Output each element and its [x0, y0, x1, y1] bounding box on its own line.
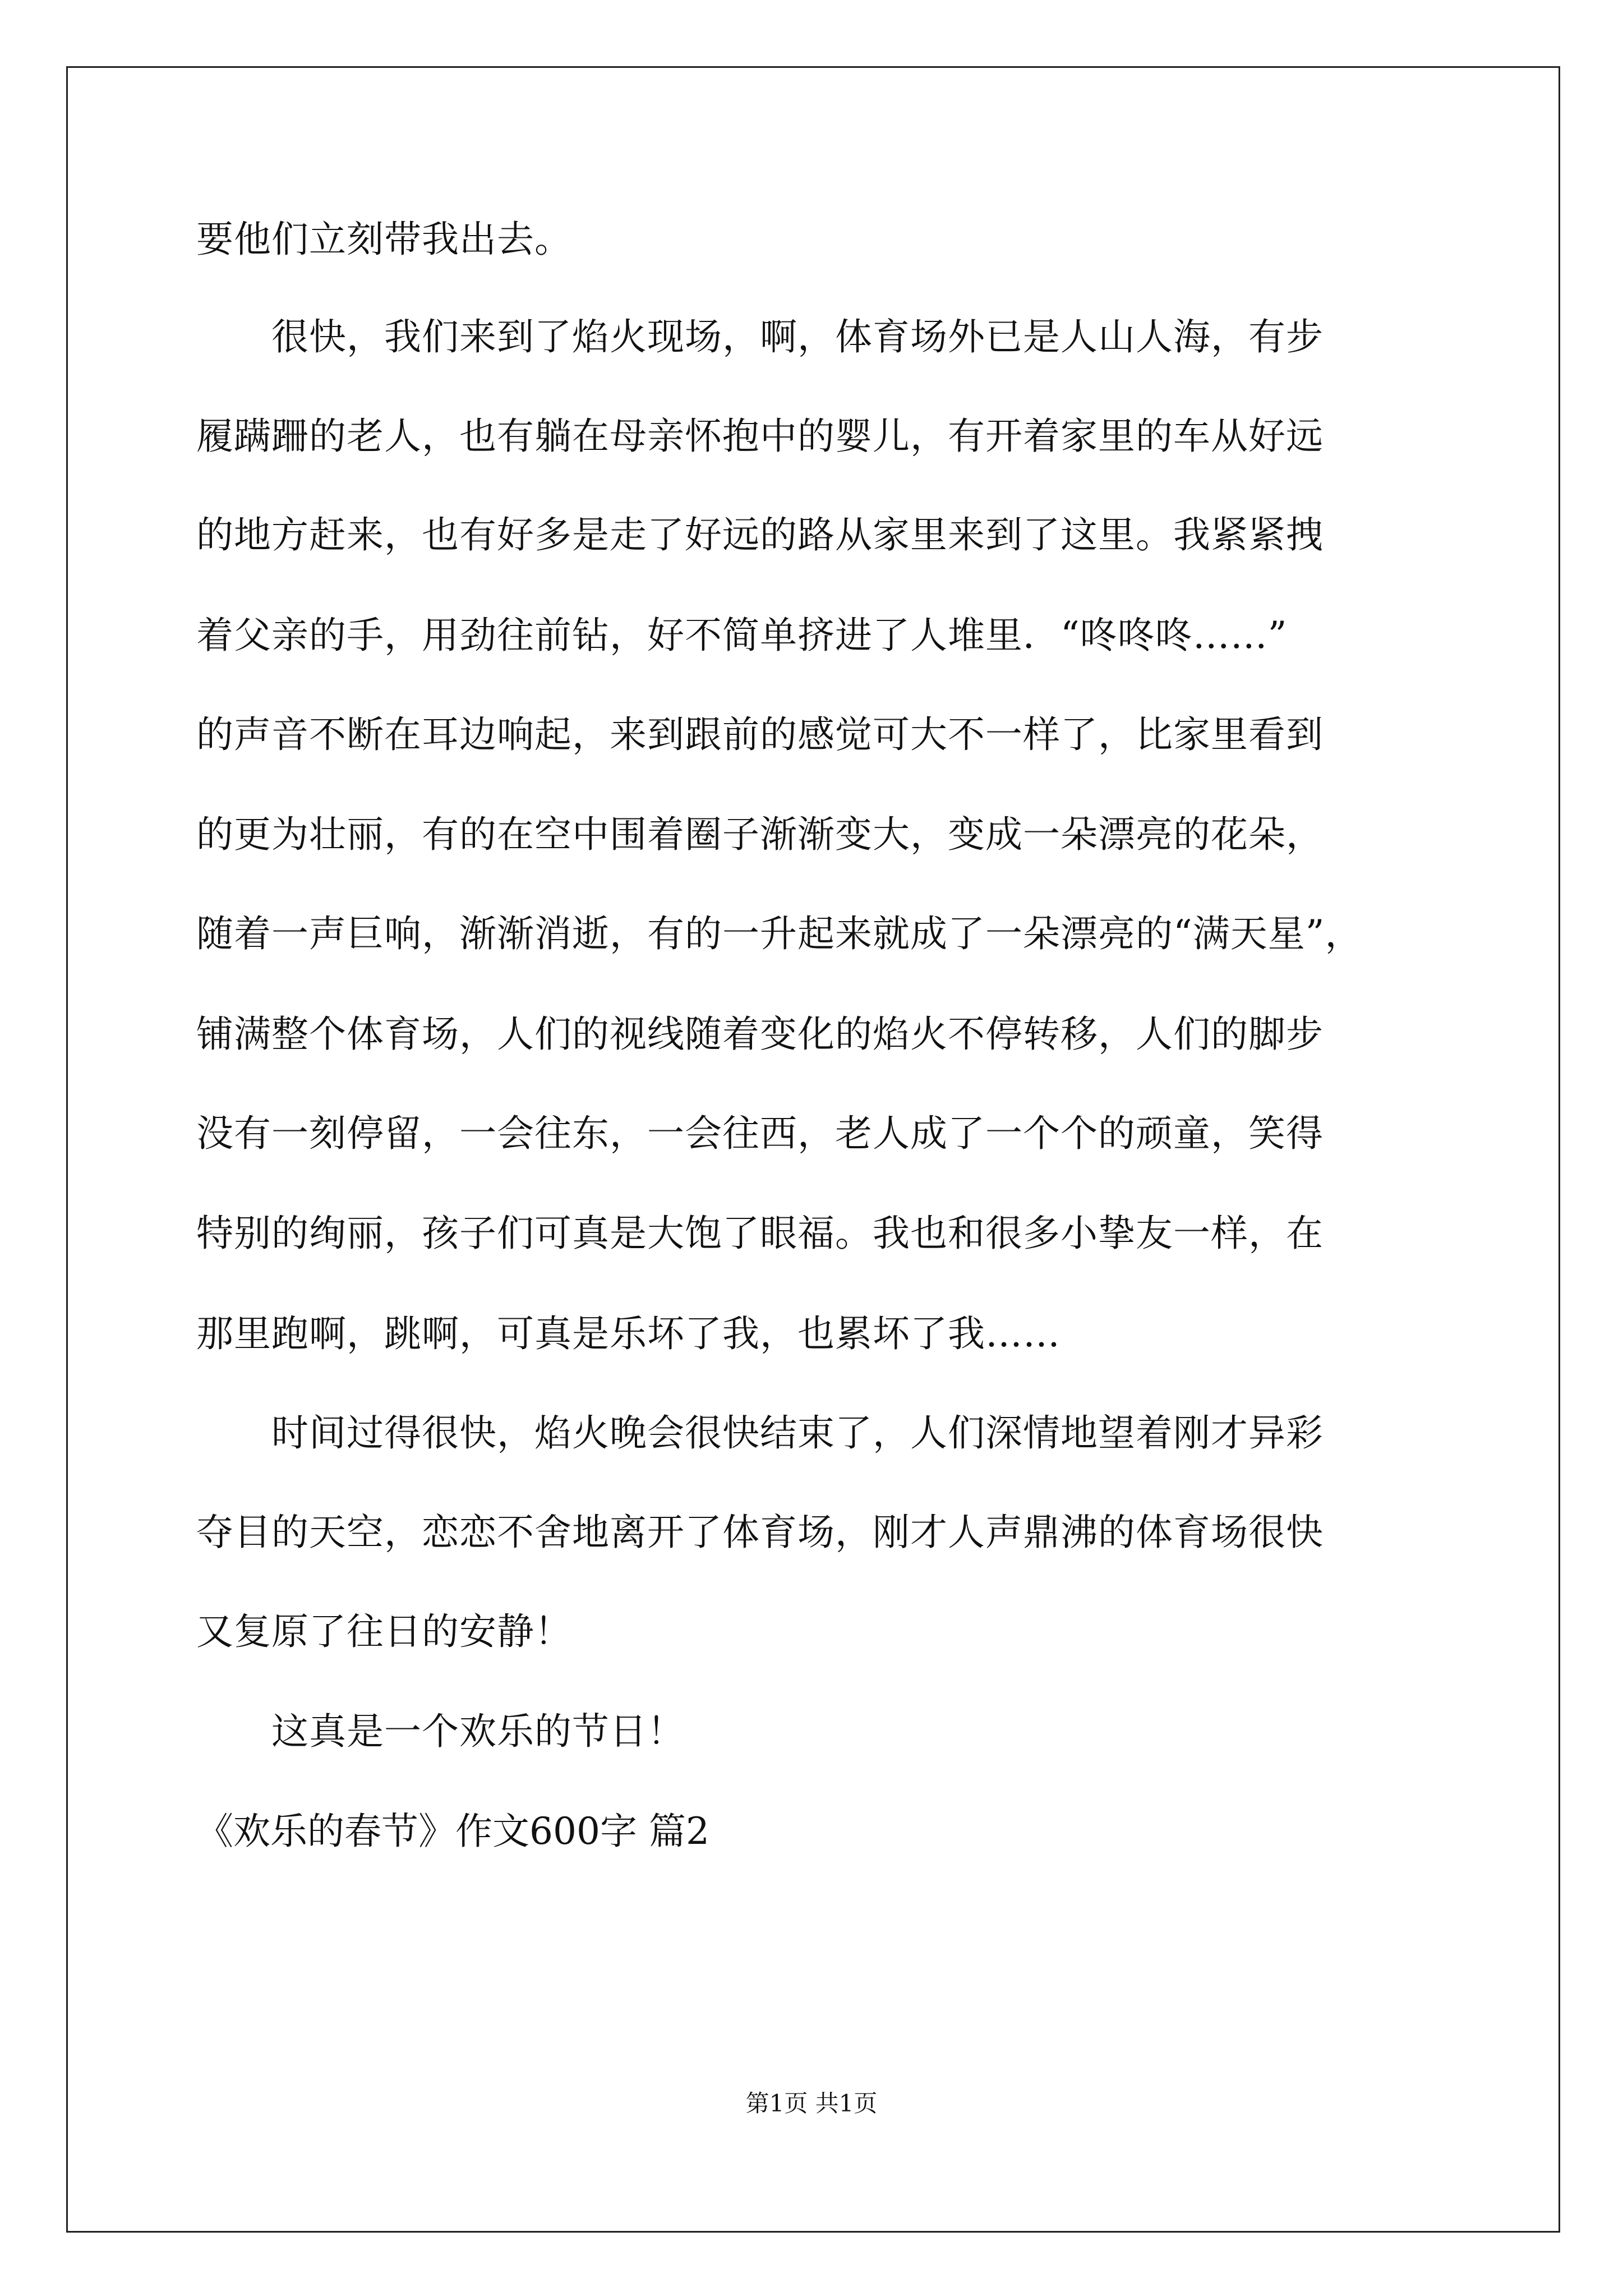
body-line: 铺满整个体育场，人们的视线随着变化的焰火不停转移，人们的脚步	[196, 1013, 1324, 1056]
body-line: 的更为壮丽，有的在空中围着圈子渐渐变大，变成一朵漂亮的花朵，	[196, 813, 1324, 856]
body-line: 又复原了往日的安静！	[196, 1610, 572, 1653]
section-heading: 《欢乐的春节》作文600字 篇2	[196, 1810, 709, 1853]
body-line: 夺目的天空，恋恋不舍地离开了体育场，刚才人声鼎沸的体育场很快	[196, 1511, 1324, 1554]
body-line: 要他们立刻带我出去。	[196, 218, 572, 261]
body-line: 没有一刻停留，一会往东，一会往西，老人成了一个个的顽童，笑得	[196, 1112, 1324, 1155]
page-footer: 第1页 共1页	[745, 2090, 878, 2117]
body-line: 时间过得很快，焰火晚会很快结束了，人们深情地望着刚才异彩	[196, 1411, 1324, 1455]
body-line: 的地方赶来，也有好多是走了好远的路从家里来到了这里。我紧紧拽	[196, 513, 1324, 556]
body-line: 的声音不断在耳边响起，来到跟前的感觉可大不一样了，比家里看到	[196, 713, 1324, 756]
body-line: 特别的绚丽，孩子们可真是大饱了眼福。我也和很多小挚友一样，在	[196, 1212, 1324, 1255]
body-line: 这真是一个欢乐的节日！	[196, 1710, 685, 1753]
body-line: 那里跑啊，跳啊，可真是乐坏了我，也累坏了我……	[196, 1312, 1061, 1355]
body-line: 着父亲的手，用劲往前钻，好不简单挤进了人堆里．“咚咚咚……”	[196, 614, 1288, 657]
body-line: 很快，我们来到了焰火现场，啊，体育场外已是人山人海，有步	[196, 315, 1324, 358]
body-line: 随着一声巨响，渐渐消逝，有的一升起来就成了一朵漂亮的“满天星”，	[196, 912, 1363, 955]
body-line: 履蹒跚的老人，也有躺在母亲怀抱中的婴儿，有开着家里的车从好远	[196, 415, 1324, 458]
